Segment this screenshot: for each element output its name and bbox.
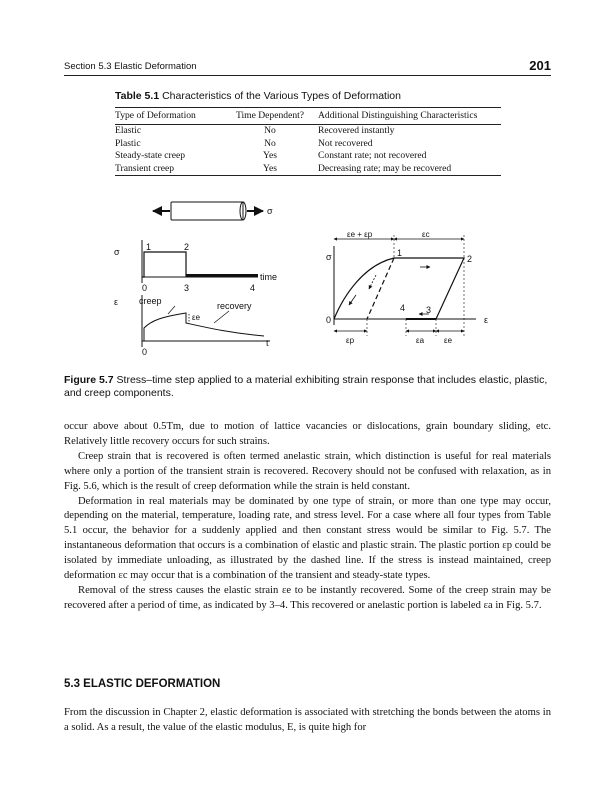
figure-caption-text: Stress–time step applied to a material exhibiting strain response that includes elastic, plastic, and creep components.: [64, 374, 548, 399]
table-cell: Transient creep: [115, 162, 175, 174]
sigma-label: σ: [326, 252, 332, 262]
table-cell: Plastic: [115, 137, 141, 149]
body-text-section: [64, 706, 551, 736]
paragraph: occur above about 0.5Tm, due to motion of lattice vacancies or dislocations, grain boundary sliding, etc. Relatively little recovery occurs for such strains.: [64, 421, 551, 447]
table-cell: Constant rate; not recovered: [318, 150, 427, 162]
table-caption: [115, 90, 401, 102]
section-heading: 5.3 ELASTIC DEFORMATION: [64, 678, 221, 690]
table-row: [115, 150, 501, 163]
table-cell: Decreasing rate; may be recovered: [318, 162, 452, 174]
table-cell: Elastic: [115, 125, 142, 136]
creep-label: creep: [139, 296, 162, 306]
point-label-4: 4: [400, 303, 406, 313]
table-header-cell: Type of Deformation: [115, 110, 196, 121]
t-axis-label: t: [266, 338, 269, 348]
paragraph: From the discussion in Chapter 2, elastic deformation is associated with stretching the bonds between the atoms in a solid. As a result, the value of the elastic modulus, E, is quite high for: [64, 707, 551, 733]
table-cell: Not recovered: [318, 137, 373, 149]
specimen-diagram: [153, 202, 273, 220]
table-cell: No: [264, 125, 276, 136]
strain-time-plot: [114, 295, 270, 357]
table-row: [115, 163, 501, 176]
origin-label: 0: [326, 315, 332, 325]
page-header: [64, 58, 551, 78]
tick-label-0: 0: [142, 283, 148, 293]
epsilon-label: ε: [484, 315, 489, 325]
table-cell: No: [264, 137, 276, 149]
table-cell: Yes: [263, 150, 277, 162]
ea-label: εa: [416, 336, 425, 345]
stress-strain-plot: [326, 230, 488, 345]
table-cell: Recovered instantly: [318, 125, 395, 136]
ee-plus-ep-label: εe + εp: [347, 230, 373, 239]
recovery-label: recovery: [217, 301, 252, 311]
stress-time-plot: [114, 240, 277, 293]
creep-pointer: [168, 306, 175, 314]
tick-label-3: 3: [184, 283, 190, 293]
strain-axis-label: ε: [114, 297, 119, 307]
table-caption-label: Table 5.1: [115, 90, 160, 102]
unloading-dashed-line: [367, 258, 394, 319]
page-number: 201: [529, 58, 551, 73]
stress-step-line: [142, 252, 258, 277]
time-axis-label: time: [260, 272, 278, 282]
stress-axis-label: σ: [114, 247, 120, 257]
loading-path: [334, 258, 464, 319]
point-label-1: 1: [146, 242, 152, 252]
specimen-bar: [171, 202, 243, 220]
header-rule: [64, 75, 551, 76]
table-header-cell: Additional Distinguishing Characteristics: [318, 110, 478, 121]
table-bottom-rule: [115, 175, 501, 176]
running-head: Section 5.3 Elastic Deformation: [64, 61, 197, 72]
recovery-pointer: [214, 311, 229, 323]
table-row: [115, 138, 501, 151]
ec-label: εc: [422, 230, 430, 239]
paragraph: Removal of the stress causes the elastic strain εe to be instantly recovered. Some of the creep strain may be recovered after a period of time, as indicated by 3–4. This recovered or anelastic portion is labeled εa in Fig. 5.7.: [64, 584, 551, 611]
point-label-3: 3: [426, 305, 432, 315]
table-cell: Steady-state creep: [115, 150, 186, 162]
elastic-strain-label: εe: [192, 313, 201, 322]
paragraph: Creep strain that is recovered is often termed anelastic strain, which distinction is useful for real materials where only a portion of the transient strain is recovered. Recovery should not be confused with relaxation, as in Fig. 5.6, which is the result of creep deformation while the strain is held constant.: [64, 450, 551, 492]
table-caption-text: Characteristics of the Various Types of Deformation: [159, 90, 401, 102]
point-label-1: 1: [397, 248, 403, 258]
unloading-arrow: [369, 275, 376, 289]
figure-caption-label: Figure 5.7: [64, 374, 114, 386]
table-cell: Yes: [263, 162, 277, 174]
table-header-row: [115, 108, 501, 124]
point-label-2: 2: [467, 254, 473, 264]
body-text: [64, 420, 551, 614]
specimen-sigma-label: σ: [267, 206, 273, 216]
origin-label: 0: [142, 347, 148, 357]
figure-5-7: [64, 195, 551, 365]
table-header-cell: Time Dependent?: [235, 110, 305, 121]
figure-caption: [64, 374, 551, 400]
paragraph: Deformation in real materials may be dominated by one type of strain, or more than one type may occur, depending on the material, temperature, loading rate, and stress level. For a case where all four types from Table 5.1 occur, the behavior for a suddenly applied and then constant stress would be similar to Fig. 5.7. The instantaneous deformation that occurs is a combination of elastic and plastic strain. The plastic portion εp could be isolated by immediate unloading, as illustrated by the dashed line. If the stress is instead maintained, creep deformation εc may occur that is a combination of the transient and steady-state types.: [64, 495, 551, 582]
point-label-2: 2: [184, 242, 190, 252]
strain-response-curve: [144, 313, 264, 341]
tick-label-4: 4: [250, 283, 256, 293]
loading-arrow: [349, 295, 356, 305]
deformation-table: [115, 107, 501, 176]
ep-label: εp: [346, 336, 355, 345]
ee-label: εe: [444, 336, 453, 345]
table-row: [115, 125, 501, 138]
